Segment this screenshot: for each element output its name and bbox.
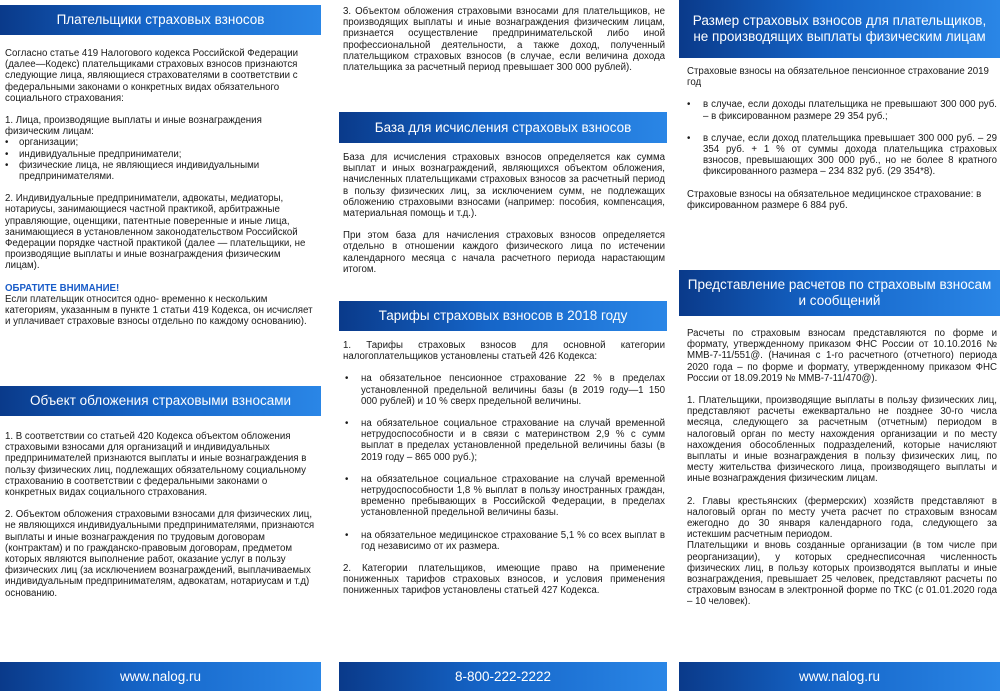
panel-left [0, 0, 321, 691]
website-link[interactable]: www.nalog.ru [119, 669, 202, 684]
payers-category-1 [5, 115, 317, 182]
amount-pension-intro: Страховые взносы на обязательное пенсионное страхование 2019 год [687, 66, 989, 89]
list-item: • на обязательное пенсионное страхование 22 % в пределах установленной предельной величины базы (в 2019 году—1 150 000 рублей) и 10 % сверх предельной величины. [345, 373, 665, 407]
payers-category-1-list [5, 137, 317, 182]
phone-number[interactable]: 8-800-222-2222 [454, 669, 552, 684]
list-item: • на обязательное социальное страхование на случай временной нетрудоспособности и в связи с материнством 2,9 % с сумм выплат в пределах установленной предельной величины базы (в 2019 году – 865 000 руб.); [345, 418, 665, 463]
rates-list [343, 373, 665, 552]
list-item: • на обязательное социальное страхование на случай временной нетрудоспособности 1,8 % выплат в пользу иностранных граждан, временно пребывающих в Российской Федерации, в пределах установленной предельной величины базы. [345, 474, 665, 519]
payers-category-2: 2. Индивидуальные предприниматели, адвокаты, медиаторы, нотариусы, занимающиеся частной практикой, арбитражные управляющие, оценщики, патентные поверенные и иные лица, занимающиеся в установленном законодательством Российской Федерации порядке частной практикой (далее — плательщики, не производящие выплаты и иные вознаграждения физическим лицам). [5, 193, 306, 272]
panel-middle [339, 0, 667, 691]
list-item: • в случае, если доходы плательщика не превышают 300 000 руб. – в фиксированном размере 29 354 руб.; [687, 99, 997, 121]
footer-phone[interactable] [339, 662, 667, 691]
base-paragraph-2: При этом база для начисления страховых взносов определяется отдельно в отношении каждого физического лица по истечении календарного месяца с начала расчетного периода нарастающим итогом. [343, 230, 665, 275]
website-link[interactable]: www.nalog.ru [798, 669, 881, 684]
amount-medical: Страховые взносы на обязательное медицинское страхование: в фиксированном размере 6 884 руб. [687, 188, 982, 211]
panel-right [679, 0, 1000, 691]
object-paragraph-1: 1. В соответствии со статьей 420 Кодекса объектом обложения страховыми взносами для организаций и индивидуальных предпринимателей признаются выплаты и иные вознаграждения в пользу физических лиц, подлежащих обязательному социальному страхованию в соответствии с федеральными законами о конкретных видах социального страхования. [5, 431, 307, 499]
payers-intro: Согласно статье 419 Налогового кодекса Российской Федерации (далее—Кодекс) плательщиками страховых взносов признаются следующие лица, являющиеся страхователями в соответствии с федеральными законами о конкретных видах обязательного социального страхования: [5, 48, 299, 104]
section-header-object: Объект обложения страховыми взносами [0, 386, 321, 416]
base-paragraph-1: База для исчисления страховых взносов определяется как сумма выплат и иных вознаграждений, являющихся объектом обложения, начисленных плательщиками страховых взносов за расчетный период в пользу физических лиц, за исключением сумм, не подлежащих обложению страховыми взносами (например: пособия, компенсация, материальная помощь и т.д.). [343, 152, 665, 220]
footer-website-right[interactable] [679, 662, 1000, 691]
rates-intro: 1. Тарифы страховых взносов для основной категории налогоплательщиков установлены статьей 426 Кодекса: [343, 340, 665, 363]
payers-section-body [5, 48, 317, 327]
reports-paragraph-1: 1. Плательщики, производящие выплаты в пользу физических лиц, представляют расчеты ежеквартально не позднее 30-го числа месяца, следующего за расчетным (отчетным) периодом в налоговый орган по месту нахождения организации и по месту нахождения обособленных подразделений, которые начисляют выплаты и иные вознаграждения в пользу физических лиц, по месту жительства физического лица, производящего выплаты и иные вознаграждения физическим лицам. [687, 395, 997, 485]
object-section-body [5, 431, 317, 599]
amount-list [687, 99, 997, 177]
object-paragraph-3: 3. Объектом обложения страховыми взносами для плательщиков, не производящих выплаты и иные вознаграждения физическим лицам, признается осуществление предпринимательской либо иной профессиональной деятельности, а также доход, полученный плательщиком страховых взносов (в случае, если величина дохода плательщика за расчетный период превышает 300 000 рублей). [343, 6, 665, 74]
rates-reduced-note: 2. Категории плательщиков, имеющие право на применение пониженных тарифов страховых взносов, и условия применения пониженных тарифов установлены статьей 427 Кодекса. [343, 563, 665, 597]
attention-title: ОБРАТИТЕ ВНИМАНИЕ! [5, 282, 120, 294]
attention-text: Если плательщик относится одно- временно к нескольким категориям, указанным в пункте 1 статьи 419 Кодекса, он исчисляет и уплачивает страховые взносы отдельно по каждому основанию). [5, 293, 313, 328]
section-header-payers: Плательщики страховых взносов [0, 5, 321, 35]
payers-category-1-intro: 1. Лица, производящие выплаты и иные вознаграждения физическим лицам: [5, 115, 262, 138]
amount-section-body [687, 66, 997, 211]
section-header-amount: Размер страховых взносов для плательщиков, не производящих выплаты физическим лицам [679, 0, 1000, 58]
section-header-base: База для исчисления страховых взносов [339, 112, 667, 143]
reports-section-body [687, 328, 997, 608]
list-item: • на обязательное медицинское страхование 5,1 % со всех выплат в год независимо от их размера. [345, 530, 665, 552]
reports-paragraph-3: Плательщики и вновь созданные организации (в том числе при реорганизации), у которых среднесписочная численность физических лиц, в пользу которых производятся выплаты и иные вознаграждения, превышает 25 человек, представляют расчеты по страховым взносам в электронной форме по ТКС (с 01.01.2020 года – 10 человек). [687, 540, 997, 608]
footer-website-left[interactable] [0, 662, 321, 691]
object-paragraph-2: 2. Объектом обложения страховыми взносами для физических лиц, не являющихся индивидуальными предпринимателями, признаются выплаты и иные вознаграждения по трудовым договорам (контрактам) и по гражданско-правовым договорам, предметом которых являются выполнение работ, оказание услуг в пользу физических лиц (за исключением вознаграждений, выплачиваемых индивидуальным предпринимателям, адвокатам, нотариусам и т.д) основанию. [5, 509, 315, 599]
base-section-body [343, 152, 665, 275]
rates-section-body [343, 340, 665, 597]
list-item: • в случае, если доход плательщика превышает 300 000 руб. – 29 354 руб. + 1 % от суммы дохода плательщика страховых взносов, превышающих 300 000 руб., но не более 8 кратного фиксированного размера – 234 832 руб. (29 354*8). [687, 133, 997, 178]
list-item: • физические лица, не являющиеся индивидуальными предпринимателями. [5, 160, 317, 182]
section-header-reports: Представление расчетов по страховым взносам и сообщений [679, 270, 1000, 316]
reports-intro: Расчеты по страховым взносам представляются по форме и формату, утвержденному приказом ФНС России от 10.10.2016 № ММВ-7-11/551@. (Начиная с 1-го расчетного (отчетного) периода 2020 года – по форме и формату, утвержденному приказом ФНС России от 18.09.2019 № ММВ-7-11/470@). [687, 328, 997, 384]
list-item: • организации; [5, 137, 317, 148]
list-item: • индивидуальные предприниматели; [5, 149, 317, 160]
section-header-rates: Тарифы страховых взносов в 2018 году [339, 301, 667, 331]
reports-paragraph-2: 2. Главы крестьянских (фермерских) хозяйств представляют в налоговый орган по месту учета расчет по страховым взносам ежегодно до 30 января календарного года, следующего за истекшим расчетным периодом. [687, 495, 997, 541]
